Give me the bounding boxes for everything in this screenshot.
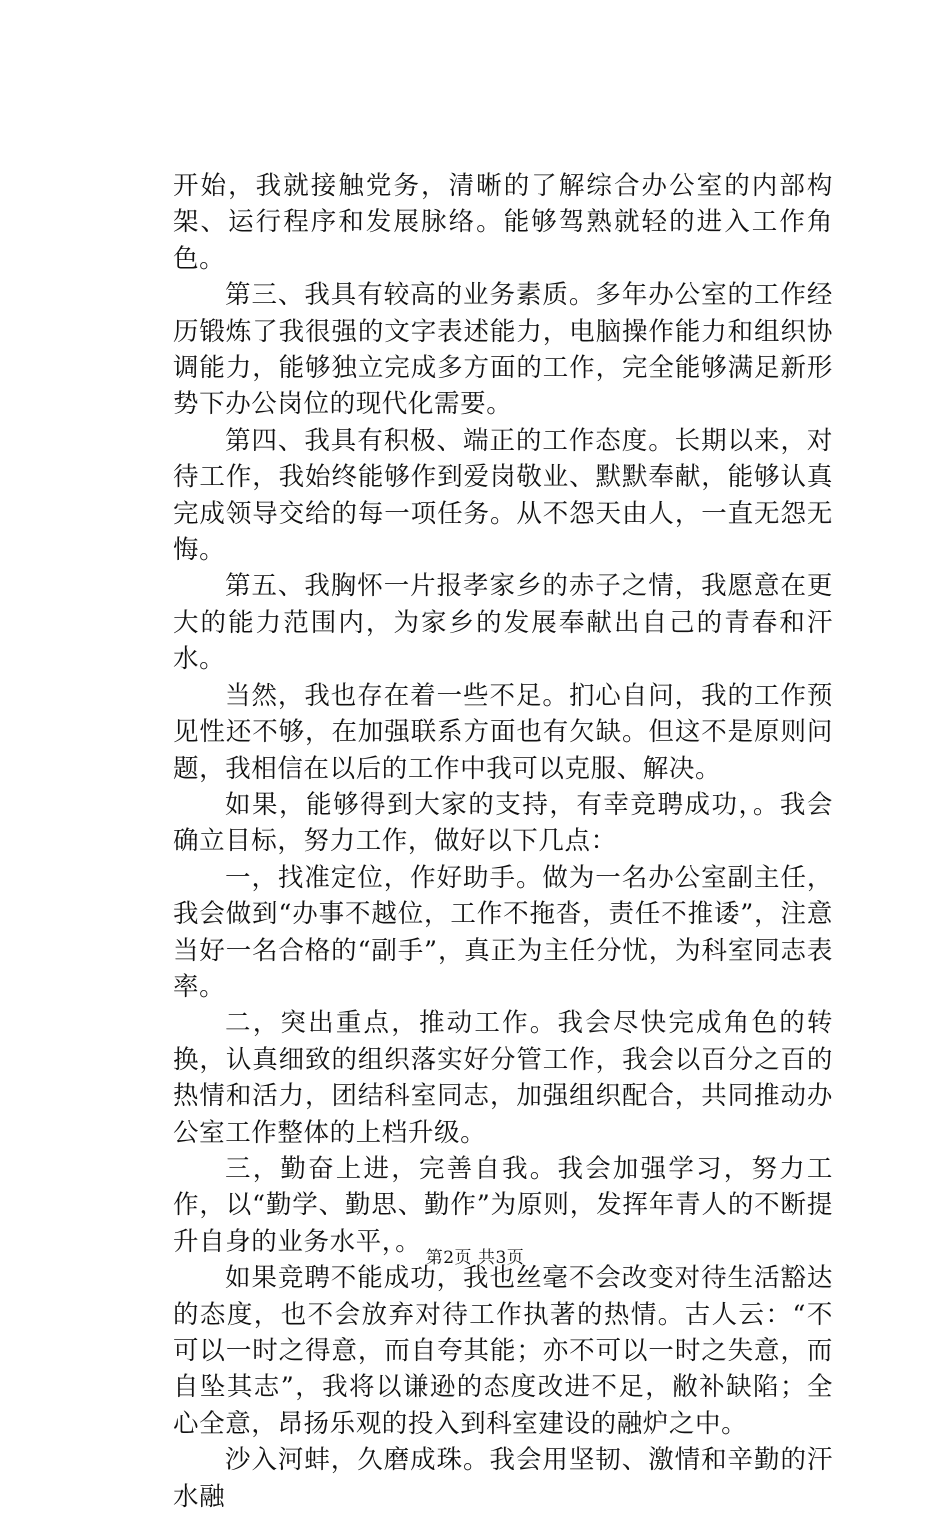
paragraph: 沙入河蚌，久磨成珠。我会用坚韧、激情和辛勤的汗水融: [173, 1445, 833, 1512]
paragraph: 如果，能够得到大家的支持，有幸竞聘成功，。我会确立目标，努力工作，做好以下几点：: [173, 789, 833, 857]
paragraph: 第五、我胸怀一片报孝家乡的赤子之情，我愿意在更大的能力范围内，为家乡的发展奉献出自己的青春和汗水。: [173, 571, 833, 675]
page-footer: 第2页 共3页: [425, 1248, 525, 1268]
paragraph: 开始，我就接触党务，清晰的了解综合办公室的内部构架、运行程序和发展脉络。能够驾熟就轻的进入工作角色。: [173, 171, 833, 274]
body-text: [173, 168, 833, 1515]
paragraph: 三，勤奋上进，完善自我。我会加强学习，努力工作，以“勤学、勤思、勤作”为原则，发挥年青人的不断提升自身的业务水平，。: [173, 1153, 833, 1257]
paragraph: 当然，我也存在着一些不足。扪心自问，我的工作预见性还不够，在加强联系方面也有欠缺。但这不是原则问题，我相信在以后的工作中我可以克服、解决。: [173, 680, 833, 784]
paragraph: 如果竞聘不能成功，我也丝毫不会改变对待生活豁达的态度，也不会放弃对待工作执著的热情。古人云：“不可以一时之得意，而自夸其能；亦不可以一时之失意，而自坠其志”，我将以谦逊的态度改进不足，敝补缺陷；全心全意，昂扬乐观的投入到科室建设的融炉之中。: [173, 1263, 833, 1439]
paragraph: 第四、我具有积极、端正的工作态度。长期以来，对待工作，我始终能够作到爱岗敬业、默默奉献，能够认真完成领导交给的每一项任务。从不怨天由人，一直无怨无悔。: [173, 425, 833, 566]
paragraph: 第三、我具有较高的业务素质。多年办公室的工作经历锻炼了我很强的文字表述能力，电脑操作能力和组织协调能力，能够独立完成多方面的工作，完全能够满足新形势下办公岗位的现代化需要。: [173, 280, 833, 420]
paragraph: 一，找准定位，作好助手。做为一名办公室副主任，我会做到“办事不越位，工作不拖沓，责任不推诿”，注意当好一名合格的“副手”，真正为主任分忧，为科室同志表率。: [173, 862, 833, 1002]
paragraph: 二，突出重点，推动工作。我会尽快完成角色的转换，认真细致的组织落实好分管工作，我会以百分之百的热情和活力，团结科室同志，加强组织配合，共同推动办公室工作整体的上档升级。: [173, 1008, 833, 1148]
